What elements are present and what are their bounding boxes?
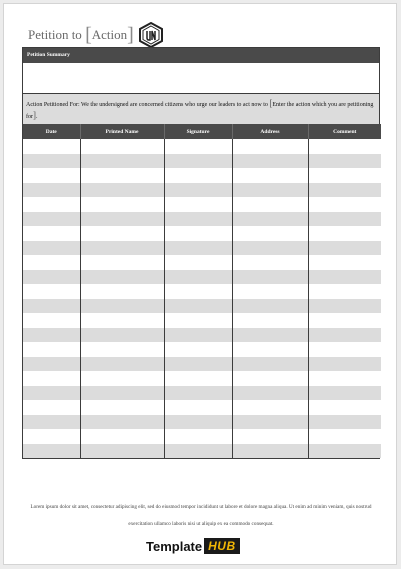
comment-cell[interactable] bbox=[308, 429, 381, 444]
signature-cell[interactable] bbox=[164, 168, 232, 183]
printed-name-cell[interactable] bbox=[80, 444, 164, 459]
address-cell[interactable] bbox=[232, 357, 308, 372]
address-cell[interactable] bbox=[232, 183, 308, 198]
signature-cell[interactable] bbox=[164, 183, 232, 198]
date-cell[interactable] bbox=[23, 328, 80, 343]
comment-cell[interactable] bbox=[308, 241, 381, 256]
comment-cell[interactable] bbox=[308, 386, 381, 401]
date-cell[interactable] bbox=[23, 444, 80, 459]
date-cell[interactable] bbox=[23, 226, 80, 241]
address-cell[interactable] bbox=[232, 226, 308, 241]
address-cell[interactable] bbox=[232, 168, 308, 183]
column-header-address: Address bbox=[232, 124, 308, 139]
date-cell[interactable] bbox=[23, 313, 80, 328]
brand-logo bbox=[146, 538, 240, 554]
date-cell[interactable] bbox=[23, 183, 80, 198]
comment-cell[interactable] bbox=[308, 255, 381, 270]
date-cell[interactable] bbox=[23, 212, 80, 227]
signature-rows bbox=[23, 139, 381, 458]
printed-name-cell[interactable] bbox=[80, 371, 164, 386]
column-header-date: Date bbox=[23, 124, 80, 139]
signature-cell[interactable] bbox=[164, 139, 232, 154]
date-cell[interactable] bbox=[23, 386, 80, 401]
printed-name-cell[interactable] bbox=[80, 415, 164, 430]
printed-name-cell[interactable] bbox=[80, 357, 164, 372]
action-period: . bbox=[36, 114, 38, 120]
brand-hub-badge: HUB bbox=[204, 538, 240, 554]
printed-name-cell[interactable] bbox=[80, 139, 164, 154]
table-row bbox=[23, 299, 381, 314]
date-cell[interactable] bbox=[23, 299, 80, 314]
address-cell[interactable] bbox=[232, 255, 308, 270]
address-cell[interactable] bbox=[232, 197, 308, 212]
signature-cell[interactable] bbox=[164, 270, 232, 285]
table-row bbox=[23, 284, 381, 299]
table-row bbox=[23, 357, 381, 372]
title-bracket-close: ] bbox=[127, 24, 134, 46]
date-cell[interactable] bbox=[23, 284, 80, 299]
address-cell[interactable] bbox=[232, 299, 308, 314]
address-cell[interactable] bbox=[232, 342, 308, 357]
printed-name-cell[interactable] bbox=[80, 241, 164, 256]
comment-cell[interactable] bbox=[308, 270, 381, 285]
comment-cell[interactable] bbox=[308, 444, 381, 459]
address-cell[interactable] bbox=[232, 328, 308, 343]
printed-name-cell[interactable] bbox=[80, 313, 164, 328]
printed-name-cell[interactable] bbox=[80, 328, 164, 343]
signature-cell[interactable] bbox=[164, 371, 232, 386]
signature-cell[interactable] bbox=[164, 429, 232, 444]
address-cell[interactable] bbox=[232, 444, 308, 459]
table-row bbox=[23, 154, 381, 169]
date-cell[interactable] bbox=[23, 371, 80, 386]
comment-cell[interactable] bbox=[308, 284, 381, 299]
address-cell[interactable] bbox=[232, 371, 308, 386]
comment-cell[interactable] bbox=[308, 168, 381, 183]
signature-cell[interactable] bbox=[164, 299, 232, 314]
address-cell[interactable] bbox=[232, 313, 308, 328]
table-row bbox=[23, 386, 381, 401]
printed-name-cell[interactable] bbox=[80, 284, 164, 299]
printed-name-cell[interactable] bbox=[80, 226, 164, 241]
summary-field[interactable] bbox=[23, 63, 379, 94]
address-cell[interactable] bbox=[232, 270, 308, 285]
date-cell[interactable] bbox=[23, 342, 80, 357]
table-row bbox=[23, 415, 381, 430]
printed-name-cell[interactable] bbox=[80, 270, 164, 285]
comment-cell[interactable] bbox=[308, 342, 381, 357]
comment-cell[interactable] bbox=[308, 212, 381, 227]
signature-cell[interactable] bbox=[164, 400, 232, 415]
table-row bbox=[23, 342, 381, 357]
address-cell[interactable] bbox=[232, 284, 308, 299]
address-cell[interactable] bbox=[232, 241, 308, 256]
comment-cell[interactable] bbox=[308, 139, 381, 154]
address-cell[interactable] bbox=[232, 415, 308, 430]
printed-name-cell[interactable] bbox=[80, 168, 164, 183]
column-header-signature: Signature bbox=[164, 124, 232, 139]
printed-name-cell[interactable] bbox=[80, 386, 164, 401]
comment-cell[interactable] bbox=[308, 197, 381, 212]
signature-cell[interactable] bbox=[164, 328, 232, 343]
comment-cell[interactable] bbox=[308, 415, 381, 430]
table-row bbox=[23, 270, 381, 285]
table-row bbox=[23, 197, 381, 212]
date-cell[interactable] bbox=[23, 154, 80, 169]
action-text: Action Petitioned For: We the undersigned are concerned citizens who urge our leaders to act now to bbox=[26, 102, 270, 108]
action-petitioned-row bbox=[23, 94, 379, 124]
table-row bbox=[23, 400, 381, 415]
printed-name-cell[interactable] bbox=[80, 197, 164, 212]
table-row bbox=[23, 313, 381, 328]
comment-cell[interactable] bbox=[308, 328, 381, 343]
table-row bbox=[23, 429, 381, 444]
action-placeholder-field[interactable]: Enter the action which you are petitioning for bbox=[26, 102, 374, 120]
table-row bbox=[23, 226, 381, 241]
document-page bbox=[3, 3, 397, 565]
table-row bbox=[23, 444, 381, 459]
signature-cell[interactable] bbox=[164, 284, 232, 299]
signature-cell[interactable] bbox=[164, 154, 232, 169]
table-row bbox=[23, 183, 381, 198]
footer-lorem: Lorem ipsum dolor sit amet, consectetur adipiscing elit, sed do eiusmod tempor incididunt ut labore et dolore magna aliqua. Ut enim ad minim veniam, quis nostrud exercitation ullamco laboris nisi ut aliquip ex ea commodo consequat. bbox=[30, 504, 372, 527]
signature-cell[interactable] bbox=[164, 386, 232, 401]
signature-cell[interactable] bbox=[164, 415, 232, 430]
address-cell[interactable] bbox=[232, 400, 308, 415]
date-cell[interactable] bbox=[23, 241, 80, 256]
petition-sheet bbox=[22, 47, 380, 459]
signature-cell[interactable] bbox=[164, 444, 232, 459]
date-cell[interactable] bbox=[23, 415, 80, 430]
comment-cell[interactable] bbox=[308, 400, 381, 415]
title-prefix: Petition to bbox=[28, 27, 82, 42]
printed-name-cell[interactable] bbox=[80, 154, 164, 169]
date-cell[interactable] bbox=[23, 270, 80, 285]
date-cell[interactable] bbox=[23, 357, 80, 372]
signature-cell[interactable] bbox=[164, 226, 232, 241]
hexagon-logo-icon bbox=[139, 22, 163, 48]
petition-title bbox=[28, 25, 134, 45]
table-row bbox=[23, 168, 381, 183]
printed-name-cell[interactable] bbox=[80, 183, 164, 198]
comment-cell[interactable] bbox=[308, 371, 381, 386]
printed-name-cell[interactable] bbox=[80, 212, 164, 227]
date-cell[interactable] bbox=[23, 197, 80, 212]
brand-template-text: Template bbox=[146, 538, 203, 554]
column-header-comment: Comment bbox=[308, 124, 381, 139]
address-cell[interactable] bbox=[232, 386, 308, 401]
title-action-field[interactable]: Action bbox=[91, 27, 128, 42]
date-cell[interactable] bbox=[23, 255, 80, 270]
table-row bbox=[23, 255, 381, 270]
printed-name-cell[interactable] bbox=[80, 342, 164, 357]
table-header-row bbox=[23, 124, 381, 139]
table-row bbox=[23, 212, 381, 227]
signature-cell[interactable] bbox=[164, 197, 232, 212]
date-cell[interactable] bbox=[23, 168, 80, 183]
signature-cell[interactable] bbox=[164, 313, 232, 328]
table-row bbox=[23, 139, 381, 154]
comment-cell[interactable] bbox=[308, 313, 381, 328]
date-cell[interactable] bbox=[23, 429, 80, 444]
address-cell[interactable] bbox=[232, 429, 308, 444]
summary-header: Petition Summary bbox=[23, 48, 379, 63]
signature-cell[interactable] bbox=[164, 241, 232, 256]
signature-cell[interactable] bbox=[164, 357, 232, 372]
printed-name-cell[interactable] bbox=[80, 255, 164, 270]
date-cell[interactable] bbox=[23, 139, 80, 154]
action-bracket-open: [ bbox=[269, 98, 273, 108]
printed-name-cell[interactable] bbox=[80, 299, 164, 314]
comment-cell[interactable] bbox=[308, 357, 381, 372]
action-bracket-close: ] bbox=[33, 110, 36, 120]
address-cell[interactable] bbox=[232, 154, 308, 169]
comment-cell[interactable] bbox=[308, 299, 381, 314]
signature-cell[interactable] bbox=[164, 212, 232, 227]
address-cell[interactable] bbox=[232, 212, 308, 227]
comment-cell[interactable] bbox=[308, 154, 381, 169]
table-row bbox=[23, 241, 381, 256]
table-row bbox=[23, 371, 381, 386]
comment-cell[interactable] bbox=[308, 226, 381, 241]
table-row bbox=[23, 328, 381, 343]
page-header bbox=[28, 20, 163, 50]
printed-name-cell[interactable] bbox=[80, 429, 164, 444]
column-header-printed-name: Printed Name bbox=[80, 124, 164, 139]
signature-table bbox=[23, 124, 381, 458]
signature-cell[interactable] bbox=[164, 342, 232, 357]
address-cell[interactable] bbox=[232, 139, 308, 154]
signature-cell[interactable] bbox=[164, 255, 232, 270]
date-cell[interactable] bbox=[23, 400, 80, 415]
printed-name-cell[interactable] bbox=[80, 400, 164, 415]
title-bracket-open: [ bbox=[85, 24, 92, 46]
comment-cell[interactable] bbox=[308, 183, 381, 198]
